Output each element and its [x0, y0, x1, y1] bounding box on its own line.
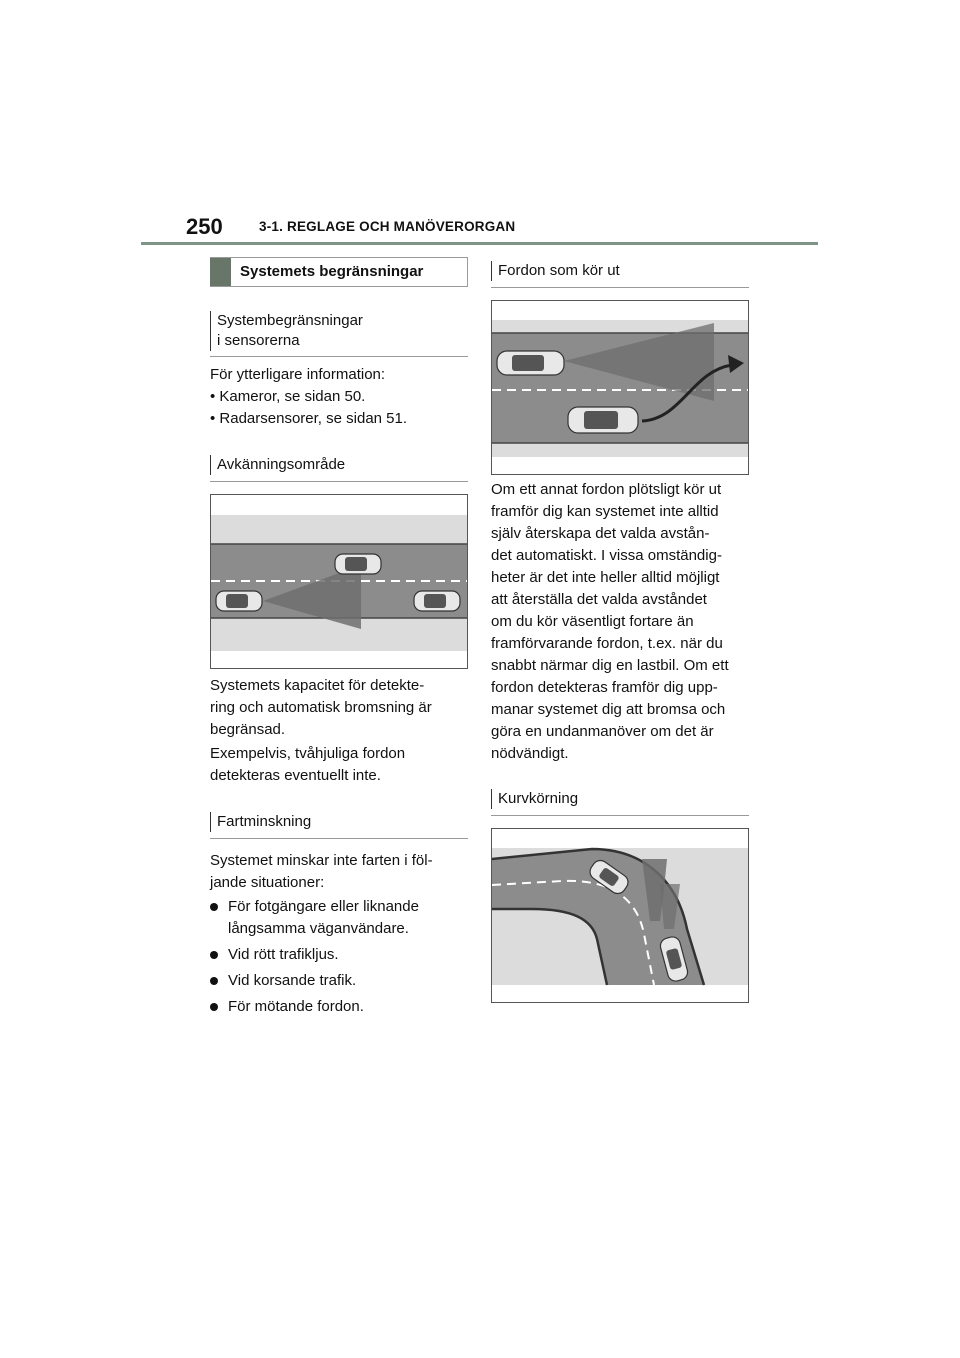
paragraph-line: manar systemet dig att bromsa och	[491, 701, 726, 718]
subheading-deceleration: Fartminskning	[210, 812, 311, 832]
section-title: Systemets begränsningar	[240, 263, 424, 280]
paragraph-line: om du kör väsentligt fortare än	[491, 613, 694, 630]
caption-line: begränsad.	[210, 721, 286, 738]
caption-line: Systemets kapacitet för detekte-	[210, 677, 425, 694]
bullet-text: För mötande fordon.	[228, 998, 364, 1015]
subheading-rule	[210, 838, 468, 839]
car-icon	[414, 591, 460, 611]
chapter-title: 3-1. REGLAGE OCH MANÖVERORGAN	[259, 219, 516, 234]
intro-line: jande situationer:	[210, 874, 325, 891]
note-line: Exempelvis, tvåhjuliga fordon	[210, 745, 406, 762]
subheading-rule	[491, 287, 749, 288]
cornering-illustration	[492, 829, 748, 1002]
subheading-vehicle-cutting-in: Fordon som kör ut	[491, 261, 620, 281]
paragraph-line: det automatiskt. I vissa omständig-	[491, 547, 722, 564]
subheading-sensor-limits	[210, 311, 363, 351]
figure-caption	[210, 675, 468, 741]
bullet-icon	[210, 977, 218, 985]
note-line: detekteras eventuellt inte.	[210, 767, 381, 784]
header-rule	[141, 242, 818, 245]
subheading-line: i sensorerna	[217, 332, 300, 349]
intro-line: Systemet minskar inte farten i föl-	[210, 852, 433, 869]
bullet-icon	[210, 951, 218, 959]
bullet-text: långsamma väganvändare.	[228, 920, 409, 937]
car-icon	[335, 554, 381, 574]
car-icon	[568, 407, 638, 433]
section-tab	[210, 258, 231, 286]
cut-in-illustration	[492, 301, 748, 474]
subheading-rule	[210, 356, 468, 357]
subheading-rule	[491, 815, 749, 816]
page-number: 250	[186, 214, 223, 239]
more-info-text: För ytterligare information:	[210, 366, 386, 383]
intro-text	[210, 850, 468, 894]
paragraph-line: att återställa det valda avståndet	[491, 591, 707, 608]
paragraph-line: framförvarande fordon, t.ex. när du	[491, 635, 723, 652]
list-item	[210, 996, 468, 1018]
bullet-icon	[210, 903, 218, 911]
figure-cut-in	[491, 300, 749, 475]
figure-detection-area	[210, 494, 468, 669]
list-item	[210, 896, 468, 940]
figure-note	[210, 743, 468, 787]
bullet-icon	[210, 1003, 218, 1011]
paragraph-line: snabbt närmar dig en lastbil. Om ett	[491, 657, 729, 674]
paragraph-line: göra en undanmanöver om det är	[491, 723, 714, 740]
car-icon	[497, 351, 564, 375]
bullet-list	[210, 896, 468, 1018]
paragraph-line: heter är det inte heller alltid möjligt	[491, 569, 720, 586]
subheading-detection-area: Avkänningsområde	[210, 455, 345, 475]
paragraph-line: nödvändigt.	[491, 745, 569, 762]
paragraph-line: Om ett annat fordon plötsligt kör ut	[491, 481, 722, 498]
paragraph-line: själv återskapa det valda avstån-	[491, 525, 710, 542]
section-heading	[210, 257, 468, 287]
subheading-rule	[210, 481, 468, 482]
list-item	[210, 970, 468, 992]
caption-line: ring och automatisk bromsning är	[210, 699, 432, 716]
paragraph-line: framför dig kan systemet inte alltid	[491, 503, 719, 520]
list-item	[210, 944, 468, 966]
car-icon	[216, 591, 262, 611]
paragraph-line: fordon detekteras framför dig upp-	[491, 679, 718, 696]
bullet-text: För fotgängare eller liknande	[228, 898, 419, 915]
ref-camera: • Kameror, se sidan 50.	[210, 388, 366, 405]
detection-illustration	[211, 495, 467, 668]
bullet-text: Vid korsande trafik.	[228, 972, 357, 989]
bullet-text: Vid rött trafikljus.	[228, 946, 339, 963]
cut-in-paragraph	[491, 479, 753, 765]
ref-radar: • Radarsensorer, se sidan 51.	[210, 410, 408, 427]
subheading-line: Systembegränsningar	[217, 312, 363, 329]
subheading-cornering: Kurvkörning	[491, 789, 578, 809]
figure-cornering	[491, 828, 749, 1003]
